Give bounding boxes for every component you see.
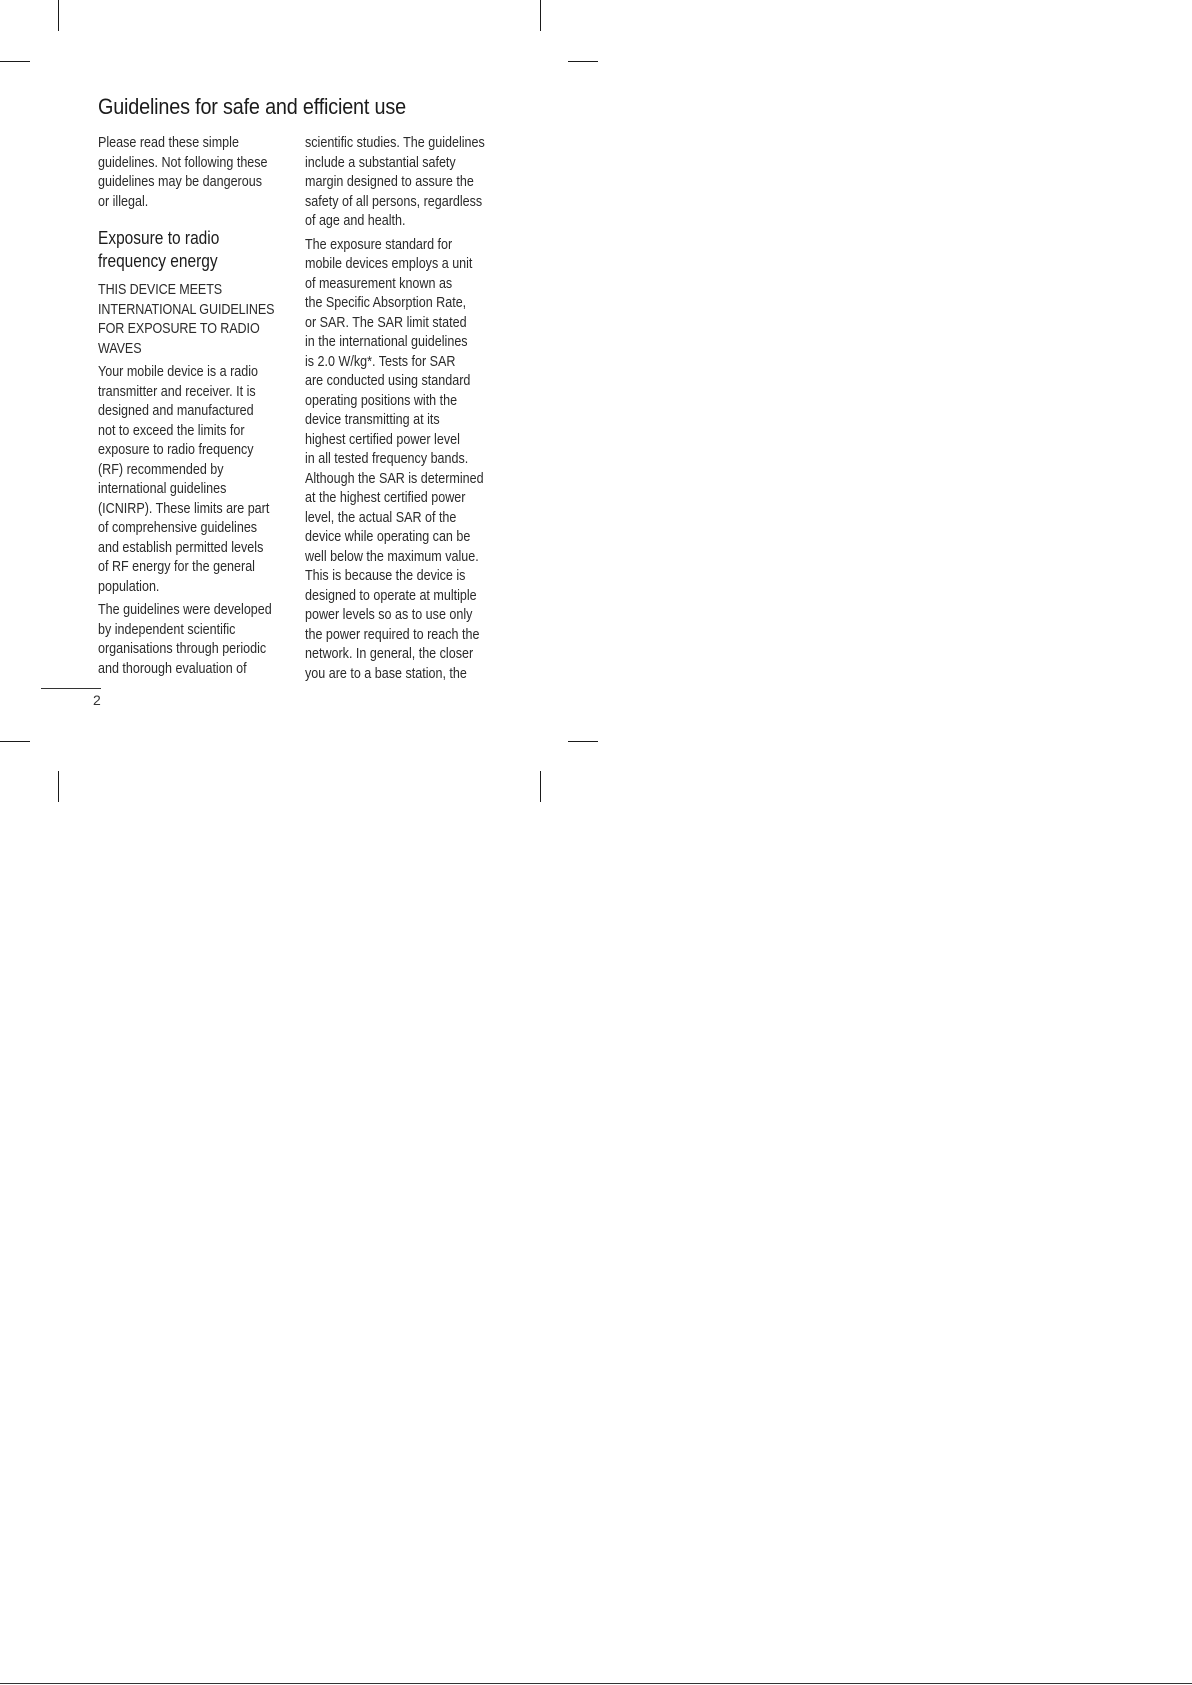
page-title: Guidelines for safe and efficient use — [98, 94, 406, 119]
crop-mark-top-right — [540, 0, 541, 31]
bottom-edge-rule — [0, 1683, 1192, 1684]
right-column — [305, 134, 486, 688]
crop-mark-bottom-left — [58, 771, 59, 802]
crop-mark-bottom-right — [540, 771, 541, 802]
page-number: 2 — [93, 692, 101, 708]
crop-mark-right-lower — [568, 741, 598, 742]
device-paragraph: Your mobile device is a radio transmitter and receiver. It is designed and manufactured not to exceed the limits for exposure to radio frequency (RF) recommended by international guidelines (ICNIRP). These limits are part of comprehensive guidelines and establish permitted levels of RF energy for the general population. — [98, 364, 270, 595]
footer-rule — [41, 688, 101, 689]
compliance-notice: THIS DEVICE MEETS INTERNATIONAL GUIDELINES FOR EXPOSURE TO RADIO WAVES — [98, 282, 275, 357]
intro-paragraph: Please read these simple guidelines. Not following these guidelines may be dangerous or illegal. — [98, 135, 268, 210]
crop-mark-left-lower — [0, 741, 30, 742]
guidelines-paragraph: The guidelines were developed by independent scientific organisations through periodic and thorough evaluation of — [98, 602, 272, 677]
crop-mark-right-upper — [568, 61, 598, 62]
continued-paragraph: scientific studies. The guidelines include a substantial safety margin designed to assure the safety of all persons, regardless of age and health. — [305, 135, 485, 229]
section-heading-rf-exposure: Exposure to radio frequency energy — [98, 228, 220, 271]
sar-paragraph: The exposure standard for mobile devices employs a unit of measurement known as the Specific Absorption Rate, or SAR. The SAR limit stated in the international guidelines is 2.0 W/kg*. Tests for SAR are conducted using standard operating positions with the device transmitting at its highest certified power level in all tested frequency bands. Although the SAR is determined at the highest certified power level, the actual SAR of the device while operating can be well below the maximum value. This is because the device is designed to operate at multiple power levels so as to use only the power required to reach the network. In general, the closer you are to a base station, the — [305, 236, 484, 682]
crop-mark-top-left — [58, 0, 59, 31]
crop-mark-left-upper — [0, 61, 30, 62]
left-column — [98, 134, 277, 683]
